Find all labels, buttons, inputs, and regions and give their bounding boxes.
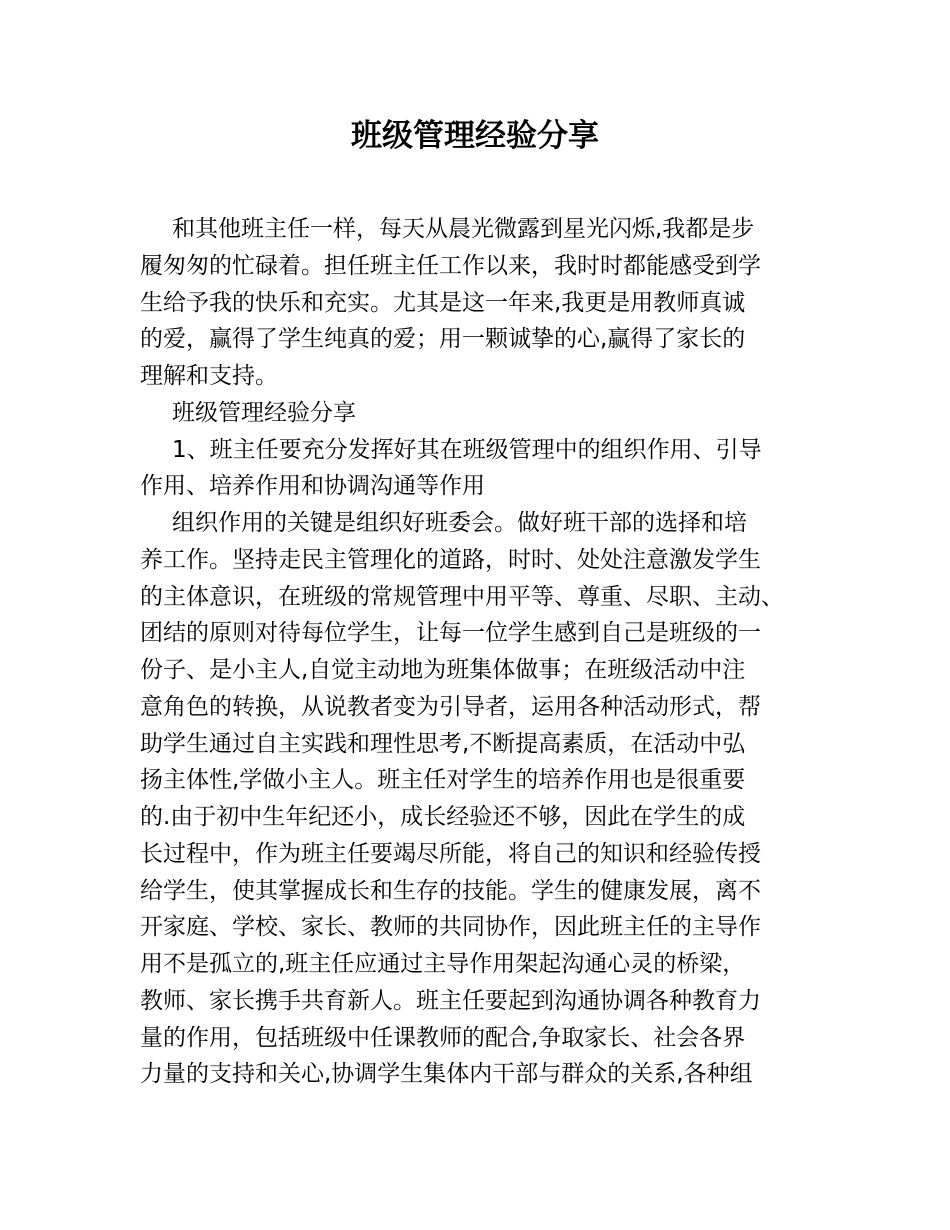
paragraph-line: 意角色的转换，从说教者变为引导者，运用各种活动形式，帮 — [140, 693, 761, 720]
paragraph-line: 助学生通过自主实践和理性思考,不断提高素质，在活动中弘 — [140, 730, 746, 757]
paragraph-line: 养工作。坚持走民主管理化的道路，时时、处处注意激发学生 — [140, 546, 761, 573]
paragraph-line: 理解和支持。 — [140, 363, 278, 389]
paragraph-line: 团结的原则对待每位学生，让每一位学生感到自己是班级的一 — [140, 620, 761, 647]
paragraph-line: 作用、培养作用和协调沟通等作用 — [140, 473, 485, 500]
paragraph-line: 生给予我的快乐和充实。尤其是这一年来,我更是用教师真诚 — [140, 289, 746, 316]
paragraph-line: 长过程中，作为班主任要竭尽所能，将自己的知识和经验传授 — [140, 840, 761, 867]
paragraph-line: 份子、是小主人,自觉主动地为班集体做事；在班级活动中注 — [140, 657, 746, 683]
paragraph-line: 力量的支持和关心,协调学生集体内干部与群众的关系,各种组 — [140, 1061, 753, 1088]
section-heading: 班级管理经验分享 — [172, 399, 356, 426]
paragraph-line: 用不是孤立的,班主任应通过主导作用架起沟通心灵的桥梁， — [140, 951, 746, 977]
paragraph-line: 的.由于初中生年纪还小，成长经验还不够，因此在学生的成 — [140, 804, 746, 830]
paragraph-line: 量的作用，包括班级中任课教师的配合,争取家长、社会各界 — [140, 1024, 746, 1051]
paragraph-line: 给学生，使其掌握成长和生存的技能。学生的健康发展，离不 — [140, 877, 761, 904]
paragraph-line: 教师、家长携手共育新人。班主任要起到沟通协调各种教育力 — [140, 987, 761, 1014]
paragraph-line: 1、班主任要充分发挥好其在班级管理中的组织作用、引导 — [172, 436, 762, 463]
paragraph-line: 开家庭、学校、家长、教师的共同协作，因此班主任的主导作 — [140, 914, 761, 941]
document-body — [140, 211, 840, 1093]
paragraph-line: 的主体意识，在班级的常规管理中用平等、尊重、尽职、主动、 — [140, 583, 784, 610]
paragraph-line: 的爱，赢得了学生纯真的爱；用一颗诚挚的心,赢得了家长的 — [140, 326, 746, 353]
document-title: 班级管理经验分享 — [351, 118, 599, 154]
paragraph-line: 和其他班主任一样，每天从晨光微露到星光闪烁,我都是步 — [172, 216, 755, 242]
paragraph-line: 履匆匆的忙碌着。担任班主任工作以来，我时时都能感受到学 — [140, 252, 761, 279]
paragraph-line: 组织作用的关键是组织好班委会。做好班干部的选择和培 — [172, 510, 747, 536]
paragraph-line: 扬主体性,学做小主人。班主任对学生的培养作用也是很重要 — [140, 767, 746, 794]
